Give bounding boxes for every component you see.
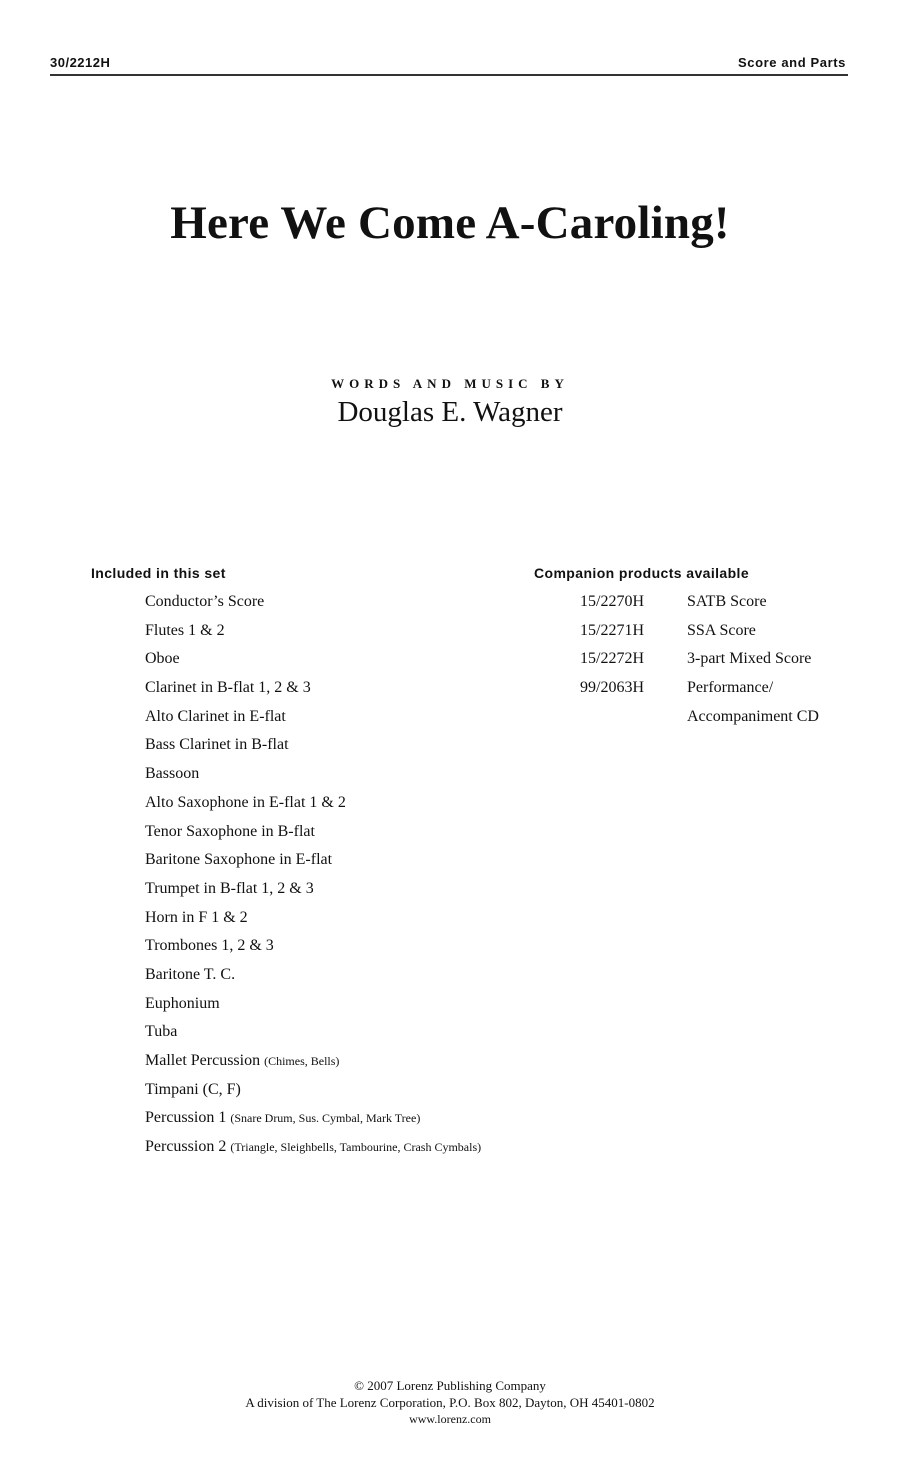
- list-item: [145, 1136, 481, 1165]
- product-description: 3-part Mixed Score: [687, 650, 812, 668]
- instrument-name: Timpani (C, F): [145, 1080, 241, 1098]
- song-title: Here We Come A-Caroling!: [170, 197, 730, 249]
- list-item: [145, 993, 481, 1022]
- instrument-name: Baritone Saxophone in E-flat: [145, 851, 333, 869]
- product-code: 15/2270H: [580, 593, 644, 610]
- instrument-name: Baritone T. C.: [145, 965, 236, 983]
- list-item: [145, 591, 481, 620]
- list-item: [145, 907, 481, 936]
- list-item: [145, 1021, 481, 1050]
- list-item: [580, 620, 819, 649]
- instrument-name: Tenor Saxophone in B-flat: [145, 822, 315, 840]
- address-line: A division of The Lorenz Corporation, P.O. Box 802, Dayton, OH 45401-0802: [245, 1394, 655, 1410]
- list-item: [145, 734, 481, 763]
- copyright-line: © 2007 Lorenz Publishing Company: [354, 1378, 546, 1393]
- list-item: [145, 677, 481, 706]
- product-type-label: Score and Parts: [738, 55, 846, 70]
- companion-heading: Companion products available: [534, 565, 750, 581]
- product-description: SSA Score: [687, 621, 756, 639]
- catalog-number: 30/2212H: [50, 55, 111, 70]
- list-item: [145, 620, 481, 649]
- instrument-name: Flutes 1 & 2: [145, 621, 225, 639]
- list-item: [145, 792, 481, 821]
- website-line: www.lorenz.com: [409, 1412, 491, 1426]
- instrument-name: Alto Clarinet in E-flat: [145, 707, 286, 725]
- list-item: [145, 1050, 481, 1079]
- instrument-name: Percussion 1: [145, 1109, 227, 1127]
- instrument-name: Trombones 1, 2 & 3: [145, 937, 274, 955]
- instrument-name: Percussion 2: [145, 1138, 227, 1156]
- list-item: [145, 706, 481, 735]
- instrument-note: (Snare Drum, Sus. Cymbal, Mark Tree): [230, 1111, 421, 1126]
- composer-name: Douglas E. Wagner: [337, 396, 563, 428]
- credit-label: WORDS AND MUSIC BY: [331, 376, 569, 391]
- list-item: [580, 648, 819, 677]
- instrument-name: Bass Clarinet in B-flat: [145, 736, 289, 754]
- list-item: [145, 849, 481, 878]
- publisher-footer: [0, 1378, 900, 1428]
- product-code: 15/2272H: [580, 650, 644, 668]
- product-code: 15/2271H: [580, 621, 644, 639]
- instrument-name: Trumpet in B-flat 1, 2 & 3: [145, 879, 314, 897]
- page-header: [50, 54, 848, 76]
- list-item: [580, 591, 819, 620]
- companion-list: [580, 591, 819, 734]
- instrument-name: Mallet Percussion: [145, 1052, 261, 1069]
- included-list: [145, 591, 481, 1165]
- list-item: [145, 1107, 481, 1136]
- instrument-name: Horn in F 1 & 2: [145, 908, 248, 926]
- instrument-name: Alto Saxophone in E-flat 1 & 2: [145, 793, 346, 811]
- product-description: Performance/: [687, 679, 774, 697]
- product-description: SATB Score: [687, 593, 767, 610]
- list-item: [145, 821, 481, 850]
- list-item: [145, 648, 481, 677]
- list-item: [145, 1079, 481, 1108]
- product-code: 99/2063H: [580, 679, 644, 697]
- instrument-note: (Triangle, Sleighbells, Tambourine, Crash Cymbals): [230, 1140, 482, 1155]
- instrument-name: Bassoon: [145, 765, 200, 783]
- included-heading: Included in this set: [91, 565, 226, 581]
- list-item: [145, 935, 481, 964]
- instrument-name: Euphonium: [145, 994, 220, 1012]
- list-item: [580, 677, 819, 706]
- instrument-name: Conductor’s Score: [145, 593, 265, 610]
- instrument-note: (Chimes, Bells): [264, 1054, 340, 1068]
- list-item: [580, 706, 819, 735]
- list-item: [145, 763, 481, 792]
- instrument-name: Tuba: [145, 1023, 178, 1041]
- product-description: Accompaniment CD: [687, 707, 819, 725]
- instrument-name: Clarinet in B-flat 1, 2 & 3: [145, 679, 311, 697]
- list-item: [145, 878, 481, 907]
- list-item: [145, 964, 481, 993]
- instrument-name: Oboe: [145, 650, 180, 668]
